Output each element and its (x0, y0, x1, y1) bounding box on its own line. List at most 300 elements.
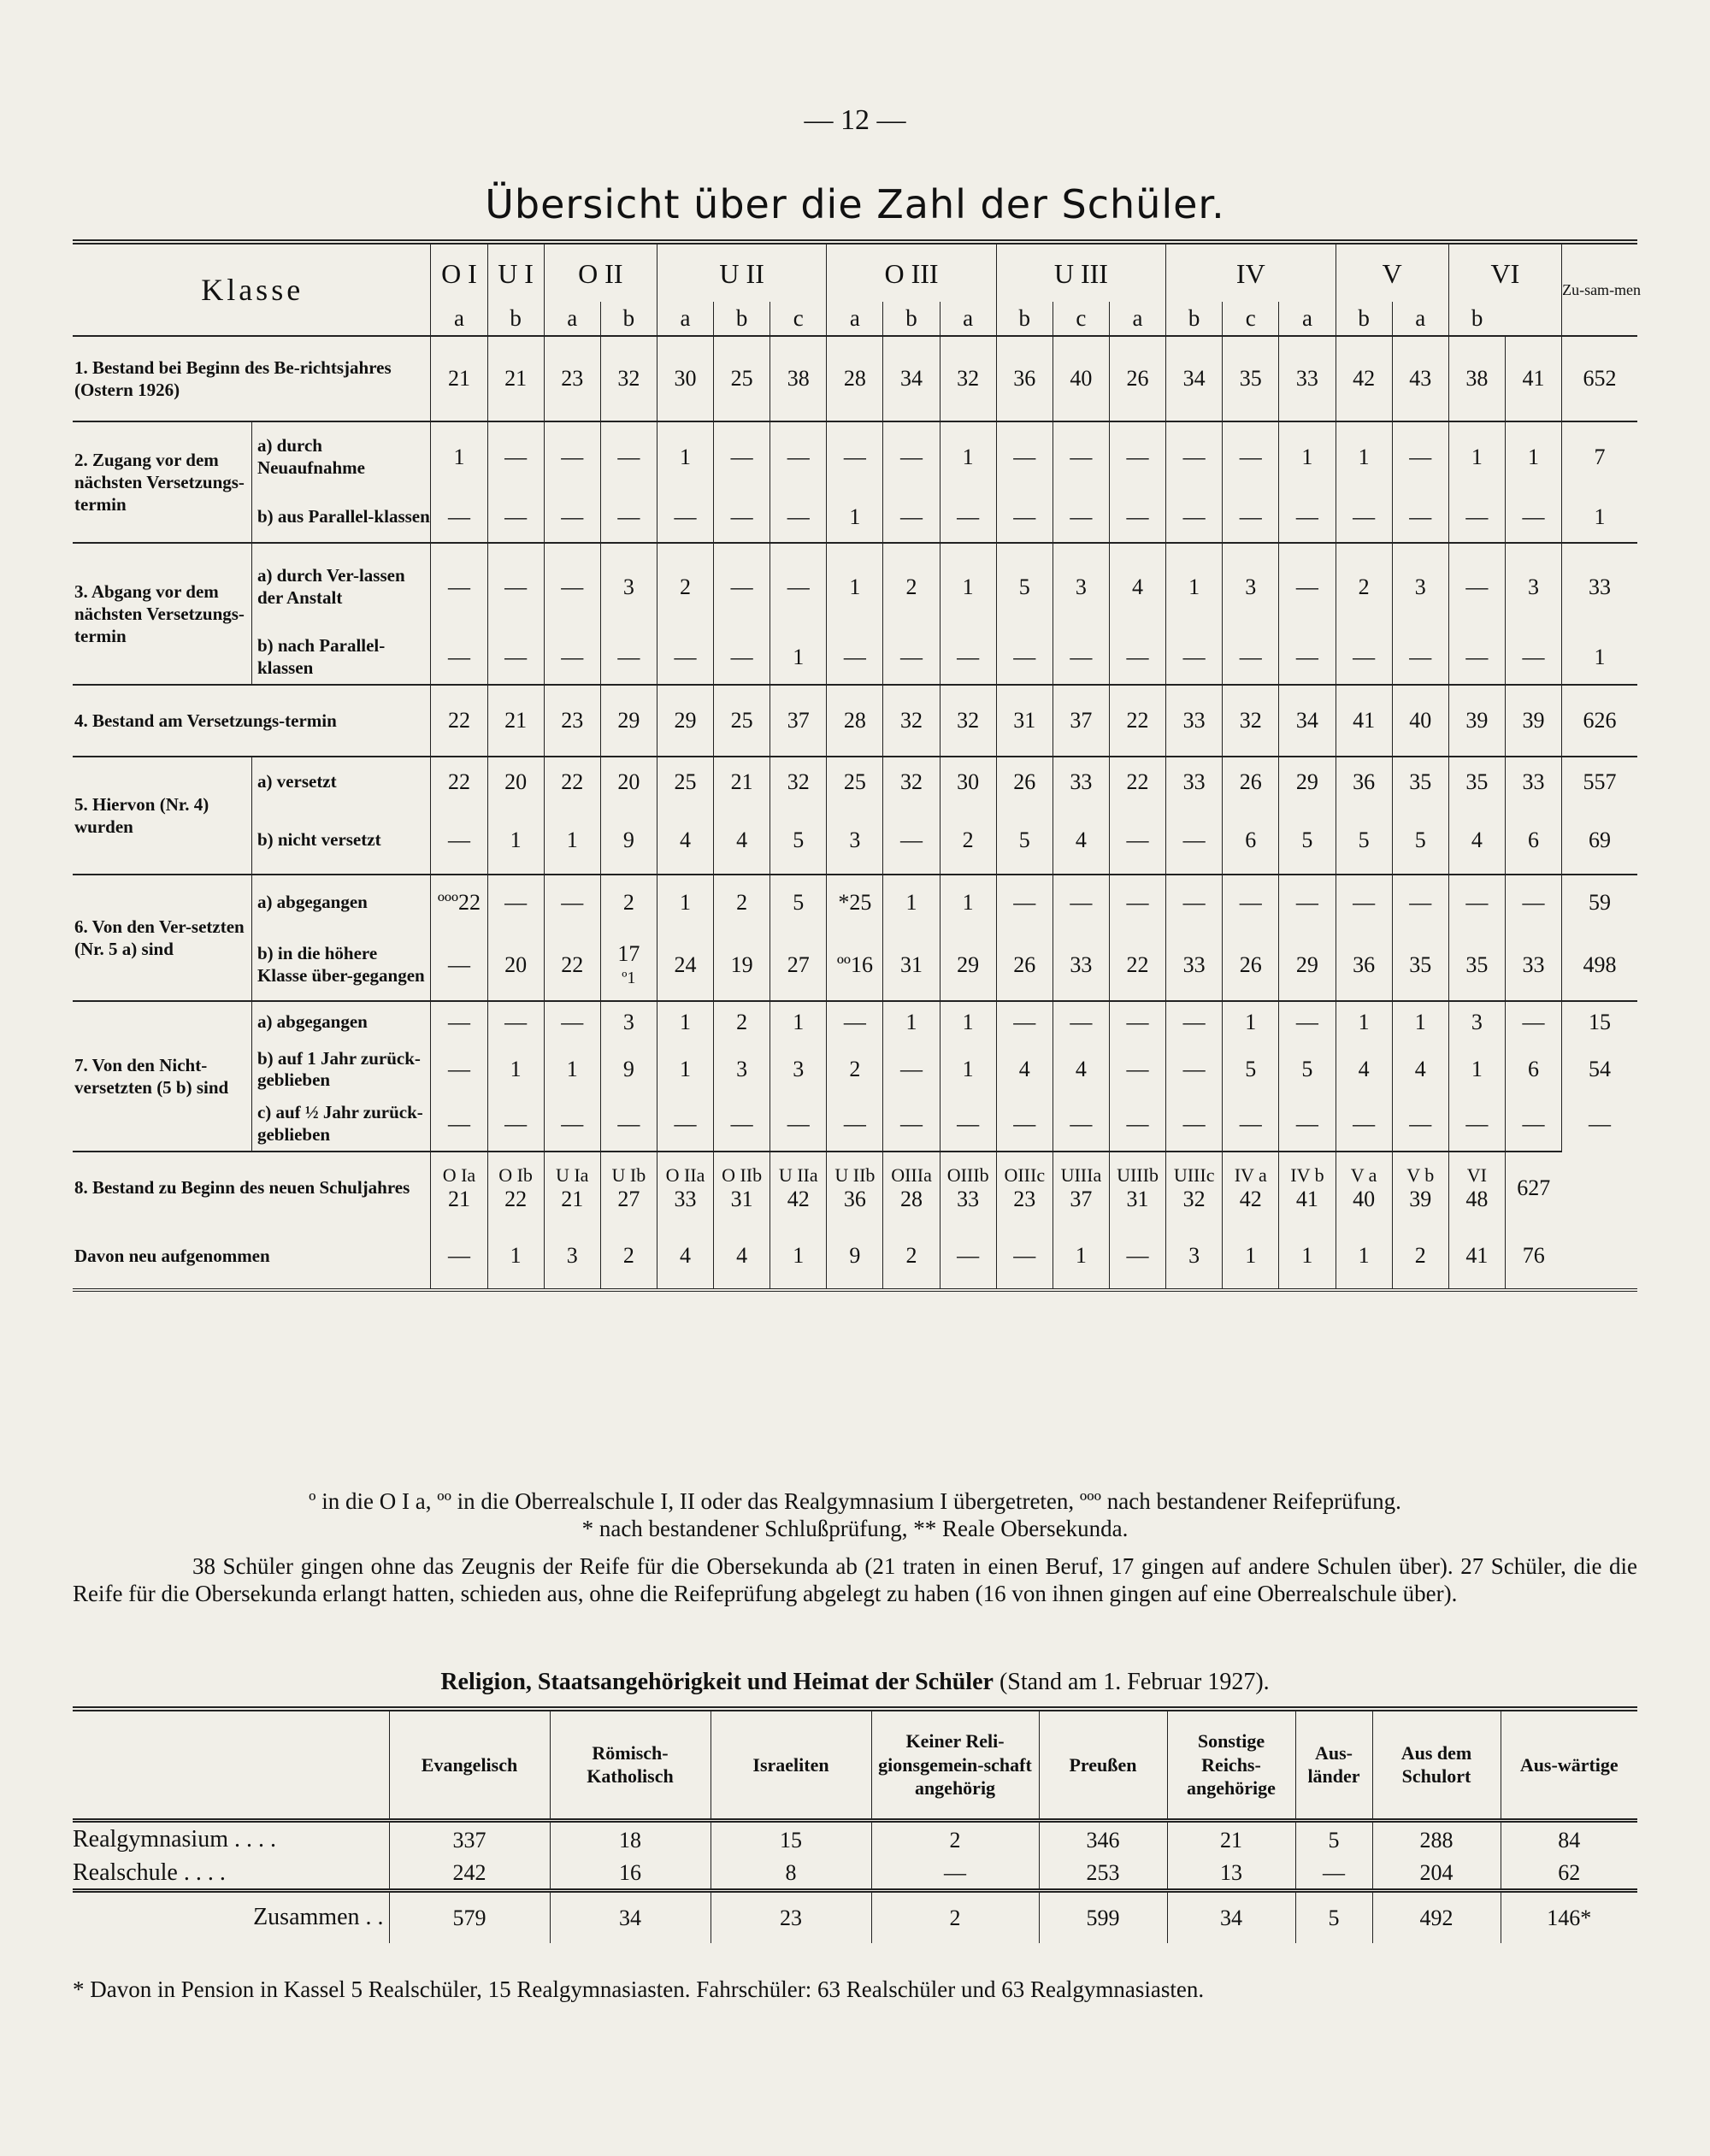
cell: *25 (827, 875, 883, 929)
header-sub: a (657, 302, 713, 336)
cell: 9 (827, 1223, 883, 1290)
cell-total: 579 (389, 1890, 550, 1943)
cell (1109, 929, 1165, 1001)
cell-value: ºº16 (836, 951, 873, 977)
header-class: IV (1166, 242, 1336, 302)
cell: — (1053, 630, 1109, 685)
class-name: O IIb (722, 1163, 763, 1186)
cell: — (1166, 875, 1223, 929)
cell: — (600, 1097, 657, 1152)
header-class: O II (544, 242, 657, 302)
cell: 35 (1223, 336, 1279, 421)
cell: 21 (487, 685, 544, 757)
row-label: 5. Hiervon (Nr. 4) wurden (73, 757, 251, 875)
cell: 1 (1336, 1223, 1392, 1290)
cell: 33 (1053, 757, 1109, 806)
cell: 1 (1279, 1223, 1336, 1290)
cell: — (883, 492, 940, 543)
cell: 3 (600, 1001, 657, 1042)
cell-value: 26 (1239, 951, 1262, 977)
cell: 20 (600, 757, 657, 806)
cell: — (431, 806, 487, 875)
cell-value: 27 (787, 951, 810, 977)
cell: — (1392, 875, 1448, 929)
cell: — (714, 543, 770, 630)
cell: — (1109, 1223, 1165, 1290)
cell (996, 1152, 1053, 1223)
row-label: Realschule . . . . (73, 1859, 226, 1886)
cell (1223, 929, 1279, 1001)
cell: 18 (550, 1820, 711, 1858)
cell: — (1448, 492, 1505, 543)
cell: — (1053, 875, 1109, 929)
cell: 28 (827, 685, 883, 757)
class-name: U IIb (834, 1163, 876, 1186)
cell: — (1109, 1001, 1165, 1042)
row-label: 1. Bestand bei Beginn des Be-richtsjahres (Ostern 1926) (73, 336, 431, 421)
cell-value: 33 (674, 1186, 697, 1211)
cell (1109, 1152, 1165, 1223)
cell: 22 (431, 757, 487, 806)
cell: 32 (883, 685, 940, 757)
cell: — (1505, 492, 1561, 543)
cell: — (1223, 1097, 1279, 1152)
cell-value: 31 (1126, 1186, 1149, 1211)
cell: 59 (1562, 875, 1637, 929)
footer-note: * Davon in Pension in Kassel 5 Realschüler, 15 Realgymnasiasten. Fahrschüler: 63 Realschüler und 63 Realgymnasiasten. (73, 1976, 1205, 2002)
cell: 41 (1336, 685, 1392, 757)
cell: 5 (1392, 806, 1448, 875)
cell: — (827, 630, 883, 685)
cell-value: 31 (730, 1186, 753, 1211)
cell: 3 (1223, 543, 1279, 630)
class-name: O IIa (665, 1163, 705, 1186)
class-name: O Ib (498, 1163, 533, 1186)
header-cell: Evangelisch (389, 1709, 550, 1820)
cell: — (1279, 1001, 1336, 1042)
header-cell: Israeliten (711, 1709, 871, 1820)
cell: — (1166, 1001, 1223, 1042)
cell: 15 (1562, 1001, 1637, 1042)
cell: 84 (1501, 1820, 1637, 1858)
cell: 32 (770, 757, 827, 806)
cell: — (770, 1097, 827, 1152)
cell: — (714, 421, 770, 492)
cell: — (1336, 492, 1392, 543)
sub-label: b) aus Parallel-klassen (251, 492, 430, 543)
header-sub: b (487, 302, 544, 336)
cell: — (1505, 1001, 1561, 1042)
cell-value: 20 (504, 951, 528, 977)
cell-value: 21 (561, 1186, 584, 1211)
cell-value: 36 (1353, 951, 1376, 977)
cell-value: 22 (561, 951, 584, 977)
cell (1562, 929, 1637, 1001)
cell: — (1392, 421, 1448, 492)
cell: 3 (714, 1042, 770, 1097)
cell: 2 (883, 543, 940, 630)
class-name: OIIIc (1004, 1163, 1046, 1186)
cell: 5 (1295, 1820, 1372, 1858)
cell: — (770, 492, 827, 543)
cell: 33 (1562, 543, 1637, 630)
cell-total: 599 (1039, 1890, 1167, 1943)
cell (1053, 1152, 1109, 1223)
cell: 2 (871, 1820, 1039, 1858)
header-sub: b (1166, 302, 1223, 336)
cell: 4 (1448, 806, 1505, 875)
cell: 1 (940, 1042, 996, 1097)
cell: 40 (1053, 336, 1109, 421)
cell: 8 (711, 1858, 871, 1890)
cell (1166, 929, 1223, 1001)
cell-value: 22 (504, 1186, 528, 1211)
cell: 1 (1279, 421, 1336, 492)
cell: — (1109, 492, 1165, 543)
cell (827, 929, 883, 1001)
cell: — (431, 1001, 487, 1042)
total-label: Zusammen . . (73, 1890, 389, 1943)
header-zusammen: Zu-sam-men (1562, 242, 1637, 336)
cell: 38 (770, 336, 827, 421)
cell: — (544, 492, 600, 543)
cell: 22 (1109, 685, 1165, 757)
header-sub: b (883, 302, 940, 336)
cell: — (600, 492, 657, 543)
cell: 1 (883, 875, 940, 929)
cell: — (1279, 875, 1336, 929)
cell: 33 (1279, 336, 1336, 421)
cell-total: 492 (1372, 1890, 1501, 1943)
cell: 1 (431, 421, 487, 492)
cell: 1 (827, 492, 883, 543)
row-label: 8. Bestand zu Beginn des neuen Schuljahres (73, 1152, 431, 1223)
cell: — (657, 1097, 713, 1152)
cell: — (1448, 1097, 1505, 1152)
header-klasse: Klasse (73, 242, 431, 336)
cell: 4 (1109, 543, 1165, 630)
cell: 26 (996, 757, 1053, 806)
cell (544, 1152, 600, 1223)
cell: 2 (600, 1223, 657, 1290)
cell: 1 (940, 875, 996, 929)
cell: 3 (1392, 543, 1448, 630)
cell-value: 23 (1013, 1186, 1036, 1211)
cell: 22 (1109, 757, 1165, 806)
cell: — (996, 875, 1053, 929)
cell: — (1279, 630, 1336, 685)
cell: — (544, 1001, 600, 1042)
cell: 1 (657, 421, 713, 492)
cell: 54 (1562, 1042, 1637, 1097)
cell-value: 48 (1465, 1186, 1489, 1211)
cell: — (487, 492, 544, 543)
row-label: Realgymnasium . . . . (73, 1820, 389, 1858)
cell: 1 (1562, 492, 1637, 543)
header-class: U II (657, 242, 826, 302)
cell: 15 (711, 1820, 871, 1858)
sub-label: a) versetzt (251, 757, 430, 806)
cell: — (487, 630, 544, 685)
cell-total: 627 (1505, 1152, 1561, 1223)
cell (487, 1152, 544, 1223)
cell: — (431, 543, 487, 630)
cell: — (1336, 630, 1392, 685)
cell: 22 (431, 685, 487, 757)
cell (1166, 1152, 1223, 1223)
cell-value: 37 (1070, 1186, 1093, 1211)
header-cell: Aus-wärtige (1501, 1709, 1637, 1820)
cell: — (827, 1097, 883, 1152)
page-number: — 12 — (804, 104, 906, 136)
cell: — (431, 492, 487, 543)
cell: 1 (1336, 1001, 1392, 1042)
cell: 3 (600, 543, 657, 630)
class-name: VI (1466, 1163, 1487, 1186)
header-cell: Keiner Reli-gionsgemein-schaft angehörig (871, 1709, 1039, 1820)
cell: — (657, 630, 713, 685)
cell: 39 (1448, 685, 1505, 757)
header-class: O I (431, 242, 487, 302)
class-name: UIIIb (1117, 1163, 1159, 1186)
header-class: V (1336, 242, 1448, 302)
cell: 1 (544, 806, 600, 875)
cell: — (883, 421, 940, 492)
cell: — (1166, 630, 1223, 685)
header-cell: Römisch-Katholisch (550, 1709, 711, 1820)
religion-table (73, 1706, 1637, 1943)
cell: 23 (544, 336, 600, 421)
cell: — (1223, 875, 1279, 929)
cell: — (431, 1097, 487, 1152)
cell: 2 (1392, 1223, 1448, 1290)
cell (431, 1152, 487, 1223)
cell: — (487, 1097, 544, 1152)
cell: — (431, 630, 487, 685)
cell: 1 (1392, 1001, 1448, 1042)
cell-value: 26 (1013, 951, 1036, 977)
cell: 4 (1336, 1042, 1392, 1097)
cell-value: 22 (1126, 951, 1149, 977)
cell: — (1392, 1097, 1448, 1152)
cell: — (1562, 1097, 1637, 1152)
cell: — (544, 421, 600, 492)
cell (1223, 1152, 1279, 1223)
cell: — (544, 875, 600, 929)
cell-value: 35 (1465, 951, 1489, 977)
header-sub: b (714, 302, 770, 336)
cell: — (1166, 1042, 1223, 1097)
class-name: IV a (1234, 1163, 1267, 1186)
cell: 1 (770, 1001, 827, 1042)
cell: 69 (1562, 806, 1637, 875)
sub-label: b) nicht versetzt (251, 806, 430, 875)
cell-value: 39 (1409, 1186, 1432, 1211)
cell: 42 (1336, 336, 1392, 421)
header-sub: c (770, 302, 827, 336)
cell: — (1279, 492, 1336, 543)
cell: 4 (996, 1042, 1053, 1097)
cell: — (544, 543, 600, 630)
cell: 26 (1223, 757, 1279, 806)
cell: — (431, 1223, 487, 1290)
cell: — (714, 1097, 770, 1152)
cell: — (1505, 630, 1561, 685)
cell-value: 24 (674, 951, 697, 977)
cell: 32 (940, 336, 996, 421)
row-label: 3. Abgang vor dem nächsten Versetzungs-termin (73, 543, 251, 685)
cell: 5 (996, 543, 1053, 630)
cell: 2 (1336, 543, 1392, 630)
cell: 33 (1166, 685, 1223, 757)
sub-label: a) abgegangen (251, 1001, 430, 1042)
class-name: UIIIa (1060, 1163, 1102, 1186)
cell (883, 1152, 940, 1223)
cell: 5 (996, 806, 1053, 875)
footnote-transfers: º in die O I a, ºº in die Oberrealschule I, II oder das Realgymnasium I übergetreten, ººº nach bestandener Reifeprüfung. (309, 1488, 1401, 1514)
cell: — (600, 421, 657, 492)
cell: 40 (1392, 685, 1448, 757)
cell: 4 (1053, 1042, 1109, 1097)
cell: 1 (1448, 421, 1505, 492)
cell: 1 (1336, 421, 1392, 492)
cell: 1 (827, 543, 883, 630)
cell: 34 (1166, 336, 1223, 421)
cell-value: 41 (1295, 1186, 1318, 1211)
cell-value: 35 (1409, 951, 1432, 977)
page-title: Übersicht über die Zahl der Schüler. (485, 181, 1225, 227)
cell: 32 (600, 336, 657, 421)
cell: 76 (1505, 1223, 1561, 1290)
header-sub: b (996, 302, 1053, 336)
cell: 36 (1336, 757, 1392, 806)
cell: 41 (1505, 336, 1561, 421)
cell: 25 (657, 757, 713, 806)
cell (1279, 1152, 1336, 1223)
sub-label: b) in die höhere Klasse über-gegangen (251, 929, 430, 1001)
cell: — (1223, 421, 1279, 492)
cell (1392, 1152, 1448, 1223)
cell (827, 1152, 883, 1223)
cell: 5 (1223, 1042, 1279, 1097)
header-sub: a (827, 302, 883, 336)
header-sub: c (1223, 302, 1279, 336)
cell (1336, 1152, 1392, 1223)
cell: — (770, 543, 827, 630)
cell (1279, 929, 1336, 1001)
cell: 3 (770, 1042, 827, 1097)
class-name: OIIIb (946, 1163, 989, 1186)
cell: 25 (714, 685, 770, 757)
cell (714, 1152, 770, 1223)
header-sub: b (600, 302, 657, 336)
cell: — (996, 421, 1053, 492)
header-sub: b (1448, 302, 1505, 336)
cell-value: 40 (1353, 1186, 1376, 1211)
cell (940, 1152, 996, 1223)
cell-value: 29 (1295, 951, 1318, 977)
cell: 32 (940, 685, 996, 757)
cell: 1 (487, 1042, 544, 1097)
cell: 25 (827, 757, 883, 806)
cell (1053, 929, 1109, 1001)
header-blank (73, 1709, 389, 1820)
cell: — (883, 1097, 940, 1152)
cell: 652 (1562, 336, 1637, 421)
cell: 3 (1505, 543, 1561, 630)
cell (657, 1152, 713, 1223)
cell-value: — (447, 951, 470, 977)
cell: 35 (1448, 757, 1505, 806)
cell: 3 (827, 806, 883, 875)
cell: 1 (657, 1001, 713, 1042)
cell: 2 (827, 1042, 883, 1097)
class-name: V b (1406, 1163, 1435, 1186)
cell: 4 (1392, 1042, 1448, 1097)
cell: 1 (1505, 421, 1561, 492)
cell: — (1166, 421, 1223, 492)
cell: 4 (657, 1223, 713, 1290)
cell-total: 34 (1167, 1890, 1295, 1943)
row-label: 6. Von den Ver-setzten (Nr. 5 a) sind (73, 875, 251, 1001)
footnote-exams: * nach bestandener Schlußprüfung, ** Reale Obersekunda. (581, 1516, 1129, 1541)
cell: 32 (1223, 685, 1279, 757)
cell: 36 (996, 336, 1053, 421)
cell: 557 (1562, 757, 1637, 806)
cell: — (827, 421, 883, 492)
cell: 20 (487, 757, 544, 806)
cell: 2 (600, 875, 657, 929)
cell: — (940, 492, 996, 543)
cell: — (600, 630, 657, 685)
header-sub: a (1109, 302, 1165, 336)
cell: — (1166, 492, 1223, 543)
cell: 30 (940, 757, 996, 806)
cell: 1 (657, 875, 713, 929)
class-name: U Ib (611, 1163, 646, 1186)
cell: — (1448, 543, 1505, 630)
cell: 6 (1223, 806, 1279, 875)
cell: — (1109, 630, 1165, 685)
cell: — (1223, 630, 1279, 685)
cell-value: 29 (957, 951, 980, 977)
cell: — (827, 1001, 883, 1042)
cell: 626 (1562, 685, 1637, 757)
cell-value: 17 (617, 940, 640, 966)
cell: 288 (1372, 1820, 1501, 1858)
religion-table-title: Religion, Staatsangehörigkeit und Heimat der Schüler (Stand am 1. Februar 1927). (440, 1669, 1270, 1695)
cell-value: 32 (1182, 1186, 1206, 1211)
header-sub: a (1392, 302, 1448, 336)
cell: 242 (389, 1858, 550, 1890)
cell: — (1109, 421, 1165, 492)
cell (714, 929, 770, 1001)
sub-label: a) abgegangen (251, 875, 430, 929)
cell: 6 (1505, 806, 1561, 875)
sub-label: c) auf ½ Jahr zurück-geblieben (251, 1097, 430, 1152)
cell: — (1109, 806, 1165, 875)
cell: 34 (1279, 685, 1336, 757)
cell: 29 (600, 685, 657, 757)
cell: — (940, 1097, 996, 1152)
row-label: 2. Zugang vor dem nächsten Versetzungs-termin (73, 421, 251, 543)
cell: — (1448, 630, 1505, 685)
cell (1448, 929, 1505, 1001)
cell: 32 (883, 757, 940, 806)
cell: 6 (1505, 1042, 1561, 1097)
cell-value: 33 (1070, 951, 1093, 977)
sub-label: a) durch Ver-lassen der Anstalt (251, 543, 430, 630)
